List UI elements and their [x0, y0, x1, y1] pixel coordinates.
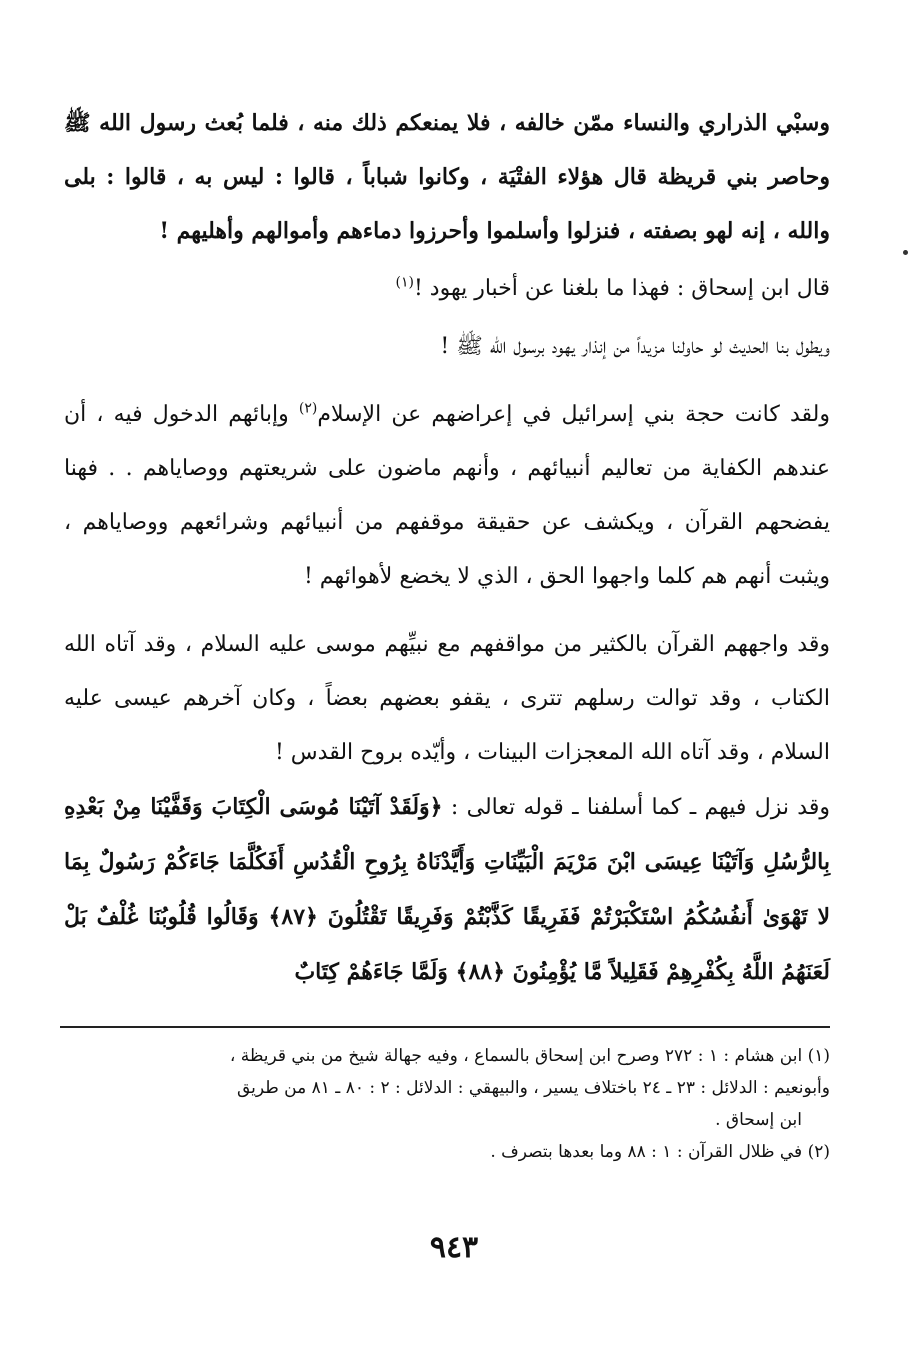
- footnote-ref-2: (٢): [298, 400, 318, 417]
- paragraph-2: [64, 262, 830, 316]
- paragraph-4-start: ولقد كانت حجة بني إسرائيل في إعراضهم عن الإسلام: [317, 402, 830, 427]
- footnote-1-line-3: ابن إسحاق .: [715, 1110, 802, 1130]
- paragraph-6-intro: وقد نزل فيهم ـ كما أسلفنا ـ قوله تعالى :: [442, 795, 830, 820]
- page-number: ٩٤٣: [429, 1230, 479, 1265]
- paragraph-5: وقد واجههم القرآن بالكثير من مواقفهم مع نبيِّهم موسى عليه السلام ، وقد آتاه الله الكتاب ، وقد توالت رسلهم تترى ، يقفو بعضهم بعضاً ، وكان آخرهم عيسى عليه السلام ، وقد آتاه الله المعجزات البينات ، وأيّده بروح القدس !: [64, 632, 830, 765]
- footnote-1-line-1: (١) ابن هشام : ١ : ٢٧٢ وصرح ابن إسحاق بالسماع ، وفيه جهالة شيخ من بني قريظة ،: [229, 1046, 830, 1066]
- footnote-2: (٢) في ظلال القرآن : ١ : ٨٨ وما بعدها بتصرف .: [490, 1142, 830, 1162]
- footnote-1-line-2: وأبونعيم : الدلائل : ٢٣ ـ ٢٤ باختلاف يسير ، والبيهقي : الدلائل : ٢ : ٨٠ ـ ٨١ من طريق: [236, 1078, 830, 1098]
- paragraph-4: [64, 388, 830, 604]
- paragraph-2-text: قال ابن إسحاق : فهذا ما بلغنا عن أخبار يهود !: [413, 276, 830, 301]
- paragraph-1: وسبْي الذراري والنساء ممّن خالفه ، فلا يمنعكم ذلك منه ، فلما بُعث رسول الله ﷺ وحاصر بني قريظة قال هؤلاء الفتْيَة ، وكانوا شباباً ، قالوا : ليس به ، قالوا : بلى والله ، إنه لهو بصفته ، فنزلوا وأسلموا وأحرزوا دماءهم وأموالهم وأهليهم !: [64, 110, 830, 244]
- paragraph-4-rest: وإبائهم الدخول فيه ، أن عندهم الكفاية من تعاليم أنبيائهم ، وأنهم ماضون على شريعتهم ووصاياهم . . فهنا يفضحهم القرآن ، ويكشف عن حقيقة موقفهم من أنبيائهم وشرائعهم ووصاياهم ، ويثبت أنهم هم كلما واجهوا الحق ، الذي لا يخضع لأهوائهم !: [64, 402, 830, 589]
- footnote-ref-1: (١): [395, 274, 414, 291]
- paragraph-6: [64, 780, 830, 1000]
- footnotes: [64, 1040, 830, 1168]
- quran-verse: ﴿وَلَقَدْ آتَيْنَا مُوسَى الْكِتَابَ وَقَفَّيْنَا مِنْ بَعْدِهِ بِالرُّسُلِ وَآتَيْنَا عِيسَى ابْنَ مَرْيَمَ الْبَيِّنَاتِ وَأَيَّدْنَاهُ بِرُوحِ الْقُدُسِ أَفَكُلَّمَا جَاءَكُمْ رَسُولٌ بِمَا لا تَهْوَىٰ أَنفُسُكُمُ اسْتَكْبَرْتُمْ فَفَرِيقًا كَذَّبْتُمْ وَفَرِيقًا تَقْتُلُونَ ﴿٨٧﴾ وَقَالُوا قُلُوبُنَا غُلْفٌ بَلْ لَعَنَهُمُ اللَّهُ بِكُفْرِهِمْ فَقَلِيلاً مَّا يُؤْمِنُونَ ﴿٨٨﴾ وَلَمَّا جَاءَهُمْ كِتَابٌ: [64, 794, 831, 985]
- page-body: [64, 96, 830, 1000]
- margin-dot: [903, 250, 908, 255]
- footnote-divider: [60, 1026, 830, 1028]
- paragraph-3: ويطول بنا الحديث لو حاولنا مزيداً من إنذار يهود برسول الله ﷺ !: [440, 334, 830, 359]
